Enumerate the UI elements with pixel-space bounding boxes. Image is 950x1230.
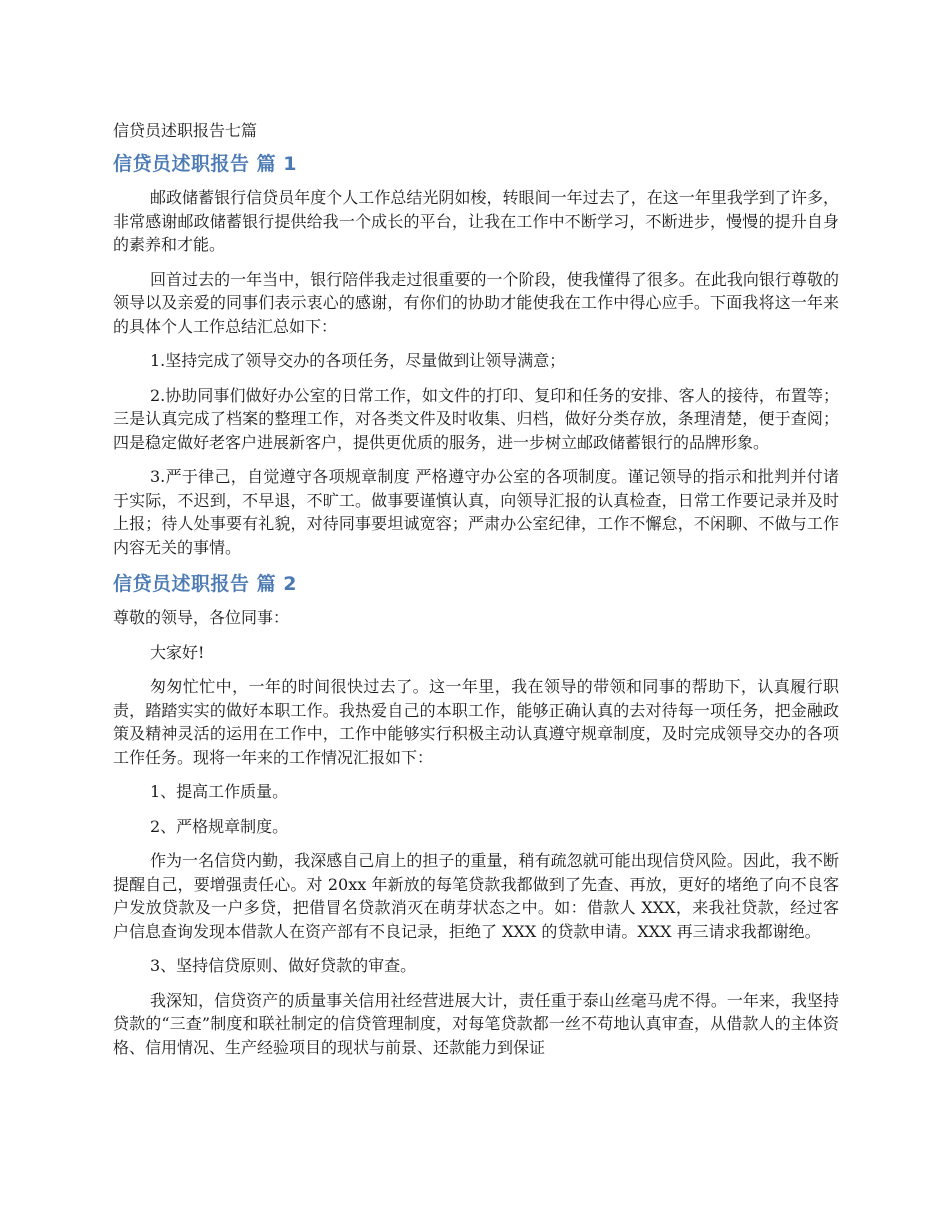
section-heading-1: 信贷员述职报告 篇 1: [113, 153, 297, 175]
section-heading-2: 信贷员述职报告 篇 2: [113, 573, 297, 595]
paragraph: 匆匆忙忙中，一年的时间很快过去了。这一年里，我在领导的带领和同事的帮助下，认真履行职责，踏踏实实的做好本职工作。我热爱自己的本职工作，能够正确认真的去对待每一项任务，把金融政策及精神灵活的运用在工作中，工作中能够实行积极主动认真遵守规章制度，及时完成领导交办的各项工作任务。现将一年来的工作情况汇报如下：: [113, 677, 839, 767]
document-title: 信贷员述职报告七篇: [113, 121, 258, 140]
list-item: 2、严格规章制度。: [150, 816, 289, 836]
list-item: 2.协助同事们做好办公室的日常工作，如文件的打印、复印和任务的安排、客人的接待，布置等；三是认真完成了档案的整理工作，对各类文件及时收集、归档，做好分类存放，条理清楚，便于查阅；四是稳定做好老客户进展新客户，提供更优质的服务，进一步树立邮政储蓄银行的品牌形象。: [113, 385, 839, 452]
list-item: 3、坚持信贷原则、做好贷款的审查。: [150, 956, 417, 975]
paragraph: 我深知，信贷资产的质量事关信用社经营进展大计，责任重于泰山丝毫马虎不得。一年来，我坚持贷款的“三查”制度和联社制定的信贷管理制度，对每笔贷款都一丝不苟地认真审查，从借款人的主体资格、信用情况、生产经验项目的现状与前景、还款能力到保证: [113, 990, 839, 1057]
salutation: 尊敬的领导，各位同事：: [113, 608, 290, 627]
paragraph: 邮政储蓄银行信贷员年度个人工作总结光阴如梭，转眼间一年过去了，在这一年里我学到了许多，非常感谢邮政储蓄银行提供给我一个成长的平台，让我在工作中不断学习，不断进步，慢慢的提升自身的素养和才能。: [113, 188, 839, 254]
list-item: 1、提高工作质量。: [150, 782, 289, 801]
greeting: 大家好!: [150, 642, 205, 662]
document-page: [113, 118, 839, 1070]
paragraph: 回首过去的一年当中，银行陪伴我走过很重要的一个阶段，使我懂得了很多。在此我向银行尊敬的领导以及亲爱的同事们表示衷心的感谢，有你们的协助才能使我在工作中得心应手。下面我将这一年来的具体个人工作总结汇总如下：: [113, 269, 839, 336]
list-item: 3.严于律己，自觉遵守各项规章制度 严格遵守办公室的各项制度。谨记领导的指示和批判并付诸于实际，不迟到，不早退，不旷工。做事要谨慎认真，向领导汇报的认真检查，日常工作要记录并及时上报；待人处事要有礼貌，对待同事要坦诚宽容；严肃办公室纪律，工作不懈怠，不闲聊、不做与工作内容无关的事情。: [113, 467, 839, 557]
list-item: 1.坚持完成了领导交办的各项任务，尽量做到让领导满意；: [150, 351, 566, 370]
paragraph: 作为一名信贷内勤，我深感自己肩上的担子的重量，稍有疏忽就可能出现信贷风险。因此，我不断提醒自己，要增强责任心。对 20xx 年新放的每笔贷款我都做到了先查、再放，更好的堵绝了向不良客户发放贷款及一户多贷，把借冒名贷款消灭在萌芽状态之中。如：借款人 XXX，来我社贷款，经过客户信息查询发现本借款人在资产部有不良记录，拒绝了 XXX 的贷款申请。XXX 再三请求我都谢绝。: [113, 851, 839, 941]
